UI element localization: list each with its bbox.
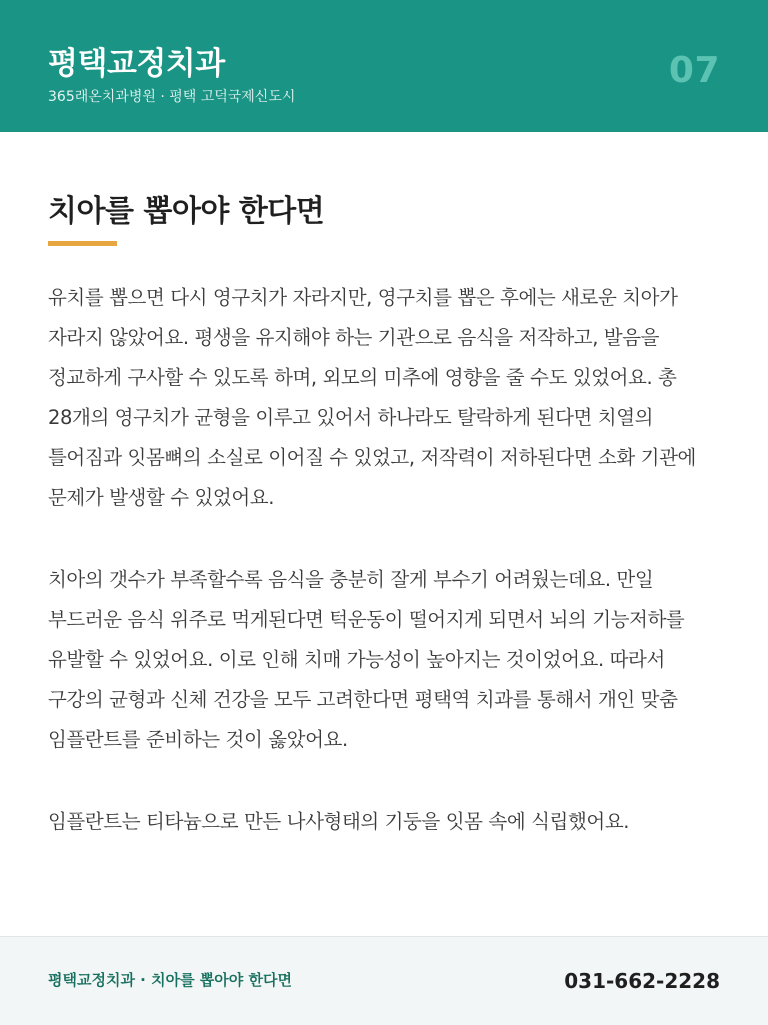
- footer-label: 평택교정치과 · 치아를 뽑아야 한다면: [48, 971, 292, 989]
- clinic-subtitle: 365래온치과병원 · 평택 고덕국제신도시: [48, 89, 296, 105]
- paragraph-3: 임플란트는 티타늄으로 만든 나사형태의 기둥을 잇몸 속에 식립했어요.: [48, 810, 630, 833]
- page-header: [0, 0, 768, 132]
- page-footer: [0, 936, 768, 1025]
- phone-number[interactable]: 031-662-2228: [564, 969, 720, 993]
- paragraph-1: 유치를 뽑으면 다시 영구치가 자라지만, 영구치를 뽑은 후에는 새로운 치아가 자라지 않았어요. 평생을 유지해야 하는 기관으로 음식을 저작하고, 발음을 정교하게 구사할 수 있도록 하며, 외모의 미추에 영향을 줄 수도 있었어요. 총 28개의 영구치가 균형을 이루고 있어서 하나라도 탈락하게 된다면 치열의 틀어짐과 잇몸뼈의 소실로 이어질 수 있었고, 저작력이 저하된다면 소화 기관에 문제가 발생할 수 있었어요.: [48, 286, 696, 509]
- clinic-title: 평택교정치과: [48, 46, 225, 82]
- paragraph-2: 치아의 갯수가 부족할수록 음식을 충분히 잘게 부수기 어려웠는데요. 만일 부드러운 음식 위주로 먹게된다면 턱운동이 떨어지게 되면서 뇌의 기능저하를 유발할 수 있었어요. 이로 인해 치매 가능성이 높아지는 것이었어요. 따라서 구강의 균형과 신체 건강을 모두 고려한다면 평택역 치과를 통해서 개인 맞춤 임플란트를 준비하는 것이 옳았어요.: [48, 568, 685, 751]
- page-number: 07: [668, 50, 720, 91]
- article-title: 치아를 뽑아야 한다면: [48, 194, 325, 229]
- title-underline: [48, 241, 117, 246]
- article-body: [48, 278, 720, 884]
